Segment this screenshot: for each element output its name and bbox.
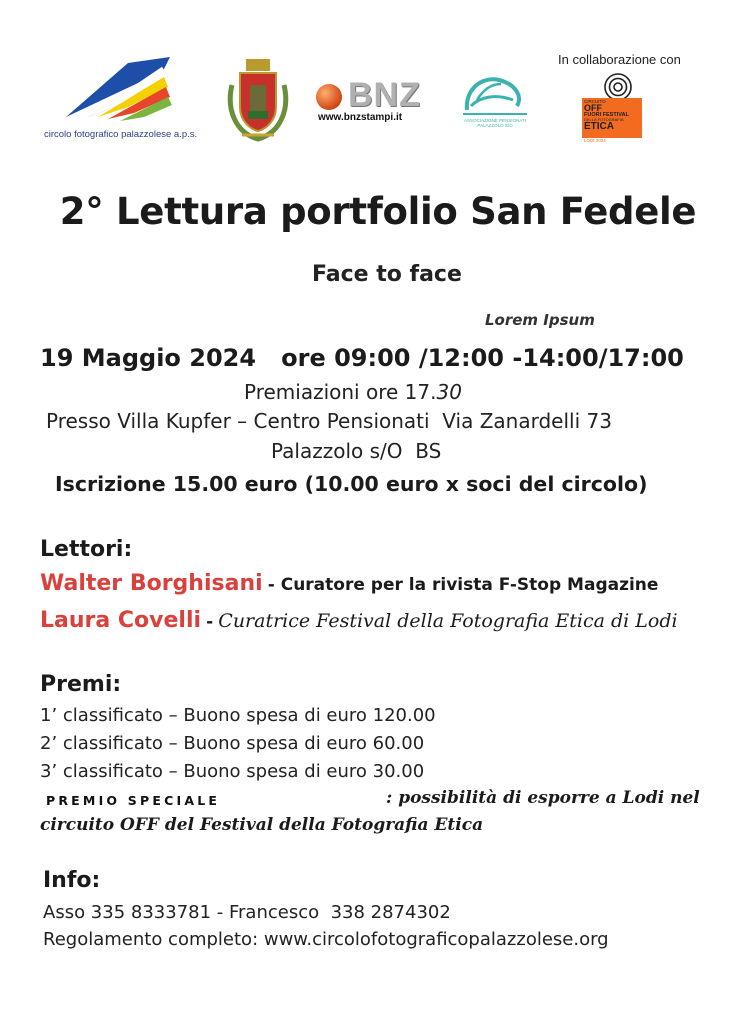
bnz-url: www.bnzstampi.it [318, 112, 403, 123]
event-subtitle: Face to face [312, 262, 462, 287]
prizegiving-time [244, 380, 462, 404]
reader-role: Curatrice Festival della Fotografia Etica di Lodi [218, 610, 678, 632]
reader-row [40, 608, 678, 633]
reader-role: - Curatore per la rivista F-Stop Magazine [267, 575, 659, 595]
club-logo-graphic [58, 55, 188, 125]
festival-line6: LODI 2024 [584, 138, 606, 143]
prize-item: 3’ classificato – Buono spesa di euro 30.00 [40, 761, 425, 782]
reader-separator: - [206, 612, 214, 632]
prizegiving-prefix: Premiazioni ore 17. [244, 380, 437, 404]
prize-item: 2’ classificato – Buono spesa di euro 60.00 [40, 733, 425, 754]
event-venue: Presso Villa Kupfer – Centro Pensionati Via Zanardelli 73 [46, 409, 612, 433]
reader-row [40, 571, 658, 596]
prize-item: 1’ classificato – Buono spesa di euro 120.00 [40, 705, 436, 726]
festival-logo-box [582, 98, 642, 138]
prizegiving-minutes: 30 [436, 380, 462, 404]
special-prize-text: circuito OFF del Festival della Fotografia Etica [40, 815, 484, 835]
bnz-logo [316, 78, 438, 128]
festival-line2: OFF [584, 103, 602, 113]
contact-phones: Asso 335 8333781 - Francesco 338 2874302 [43, 902, 451, 923]
special-prize-text: : possibilità di esporre a Lodi nel [386, 788, 700, 808]
festival-line3: FUORI FESTIVAL [584, 112, 629, 118]
bnz-logo-text: BNZ [348, 76, 421, 114]
rules-link: Regolamento completo: www.circolofotograficopalazzolese.org [43, 929, 609, 950]
info-heading: Info: [43, 868, 101, 893]
collaboration-label: In collaborazione con [558, 52, 681, 67]
festival-line5: ETICA [584, 121, 614, 132]
lorem-text: Lorem Ipsum [485, 311, 595, 329]
crest-icon [226, 55, 290, 143]
readers-heading: Lettori: [40, 537, 133, 562]
prizes-heading: Premi: [40, 672, 122, 697]
bnz-globe-icon [316, 84, 342, 110]
association-logo-text: ASSOCIAZIONE PENSIONATI PALAZZOLO S/O [464, 118, 526, 128]
special-prize-label: PREMIO SPECIALE [46, 793, 221, 808]
town-crest [226, 55, 290, 143]
association-wave-icon [457, 70, 533, 120]
festival-line4: DELLA FOTOGRAFIA [584, 117, 624, 122]
club-logo-text: circolo fotografico palazzolese a.p.s. [44, 129, 198, 140]
reader-name: Walter Borghisani [40, 571, 263, 596]
association-logo [457, 70, 533, 134]
event-title: 2° Lettura portfolio San Fedele [59, 190, 697, 233]
club-logo [44, 55, 214, 145]
event-date-time: 19 Maggio 2024 ore 09:00 /12:00 -14:00/17:00 [40, 344, 684, 372]
festival-line1: CIRCUITO [584, 99, 606, 104]
registration-fee: Iscrizione 15.00 euro (10.00 euro x soci del circolo) [55, 472, 648, 496]
reader-name: Laura Covelli [40, 608, 202, 633]
festival-logo [582, 72, 644, 142]
event-town: Palazzolo s/O BS [271, 439, 442, 463]
